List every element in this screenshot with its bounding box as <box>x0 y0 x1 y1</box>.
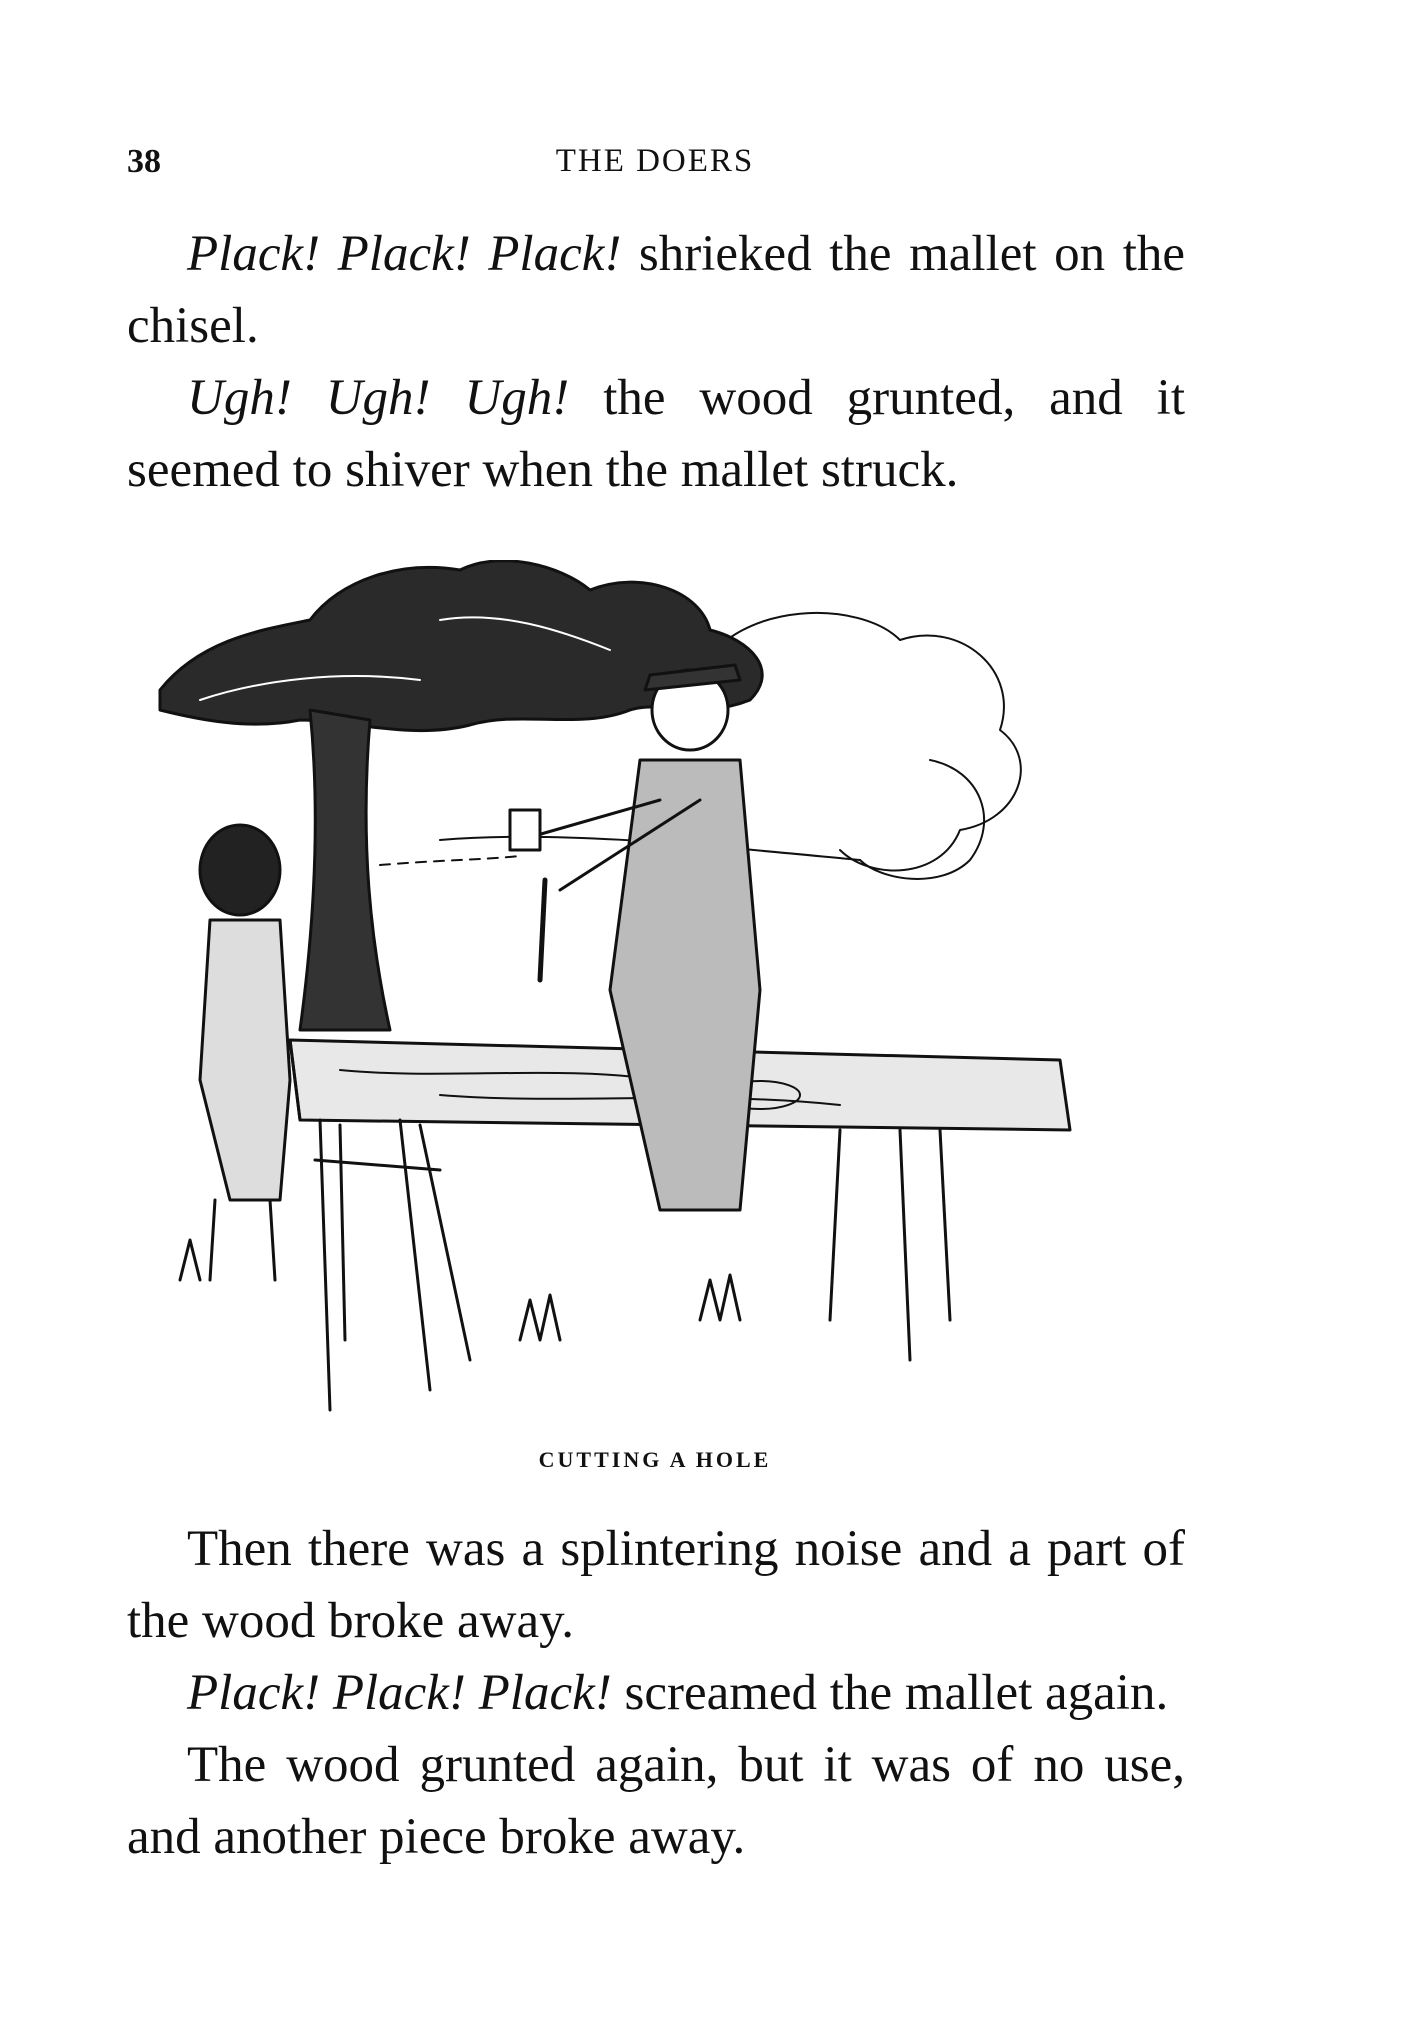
paragraph-text: The wood grunted again, but it was of no use, and another piece broke away. <box>127 1737 1185 1865</box>
italic-text: Ugh! Ugh! Ugh! <box>187 370 570 426</box>
paragraph-text: shrieked the mallet on the chisel. <box>127 226 1185 354</box>
tree-trunk <box>300 710 390 1030</box>
paragraph <box>127 218 1185 362</box>
paragraph-text: Then there was a splintering noise and a part of the wood broke away. <box>127 1521 1185 1649</box>
page-header <box>0 143 1401 193</box>
figure-caption: CUTTING A HOLE <box>538 1447 772 1472</box>
illustration <box>140 560 1180 1440</box>
running-head: THE DOERS <box>555 143 755 179</box>
man-body <box>610 760 760 1210</box>
text-block-bottom <box>127 1513 1185 1873</box>
paragraph-text: the wood grunted, and it seemed to shiver when the mallet struck. <box>127 370 1185 498</box>
sawhorse-right <box>830 1130 950 1360</box>
sawhorse-left <box>315 1120 470 1410</box>
italic-text: Plack! Plack! Plack! <box>187 1665 612 1721</box>
mallet <box>510 810 540 850</box>
paragraph-text: screamed the mallet again. <box>611 1665 1169 1721</box>
child-head <box>200 825 280 915</box>
paragraph <box>127 1657 1185 1729</box>
text-block-top <box>127 218 1185 506</box>
paragraph <box>127 1513 1185 1657</box>
paragraph <box>127 1729 1185 1873</box>
page-number: 38 <box>127 143 161 180</box>
child-body <box>200 920 290 1200</box>
chisel <box>540 880 545 980</box>
italic-text: Plack! Plack! Plack! <box>187 226 622 282</box>
cloud <box>860 760 984 879</box>
grass <box>180 1240 740 1340</box>
paragraph <box>127 362 1185 506</box>
